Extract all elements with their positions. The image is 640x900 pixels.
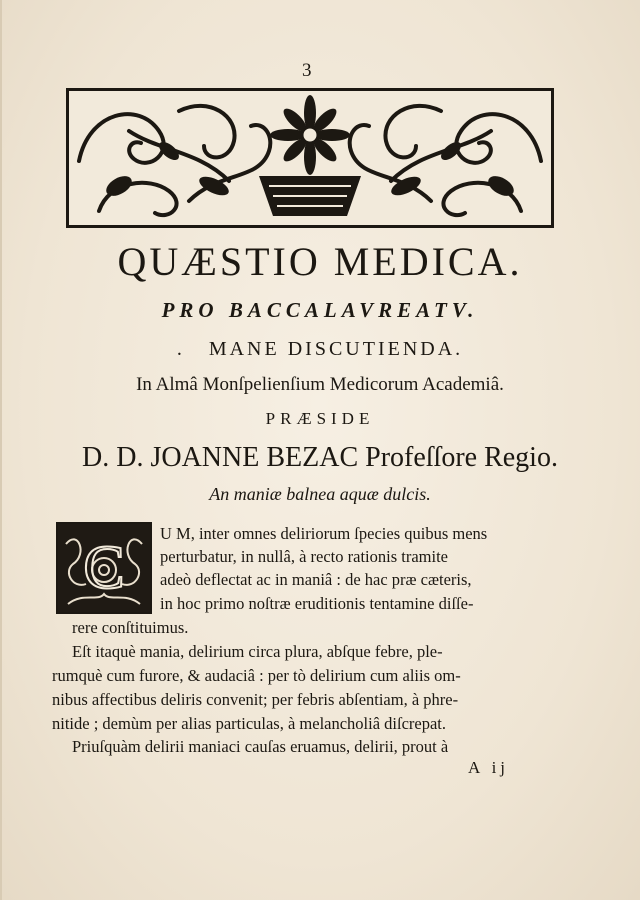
body-line: Priuſquàm delirii maniaci cauſas eruamus, delirii, prout à	[72, 737, 449, 756]
subtitle-baccalaureate: PRO BACCALAVREATV.	[161, 298, 479, 322]
academy-line: In Almâ Monſpelienſium Medicorum Academiâ.	[136, 374, 504, 395]
drop-cap-letter: C	[83, 534, 125, 602]
discussion-text: MANE DISCUTIENDA.	[208, 338, 464, 360]
body-line: rumquè cum furore, & audaciâ : per tò delirium cum aliis om-	[52, 666, 461, 685]
body-line: Eſt itaquè mania, delirium circa plura, abſque febre, ple-	[72, 642, 443, 661]
drop-cap-ornament	[56, 522, 152, 614]
preside-line: PRÆSIDE	[265, 409, 375, 428]
bullet: .	[176, 338, 185, 360]
body-line: perturbatur, in nullâ, à recto rationis tramite	[160, 547, 448, 566]
page-number: 3	[302, 60, 312, 81]
question-line: An maniæ balnea aquæ dulcis.	[209, 484, 431, 504]
body-line: nitide ; demùm per alias particulas, à melancholiâ diſcrepat.	[52, 714, 447, 733]
ornamental-headpiece	[66, 88, 554, 228]
body-line: U M, inter omnes deliriorum ſpecies quibus mens	[160, 524, 488, 543]
president-name: D. D. JOANNE BEZAC Profeſſore Regio.	[82, 442, 558, 473]
body-line: adeò deflectat ac in maniâ : de hac præ cæteris,	[160, 570, 472, 589]
body-line: in hoc primo noſtræ eruditionis tentamine diſſe-	[160, 594, 474, 613]
discussion-line	[0, 338, 640, 361]
body-line: rere conſtituimus.	[72, 618, 189, 637]
body-line: nibus affectibus deliris convenit; per febris abſentiam, à phre-	[52, 690, 459, 709]
page-title: QUÆSTIO MEDICA.	[117, 239, 523, 284]
catchword: A ij	[468, 758, 510, 777]
